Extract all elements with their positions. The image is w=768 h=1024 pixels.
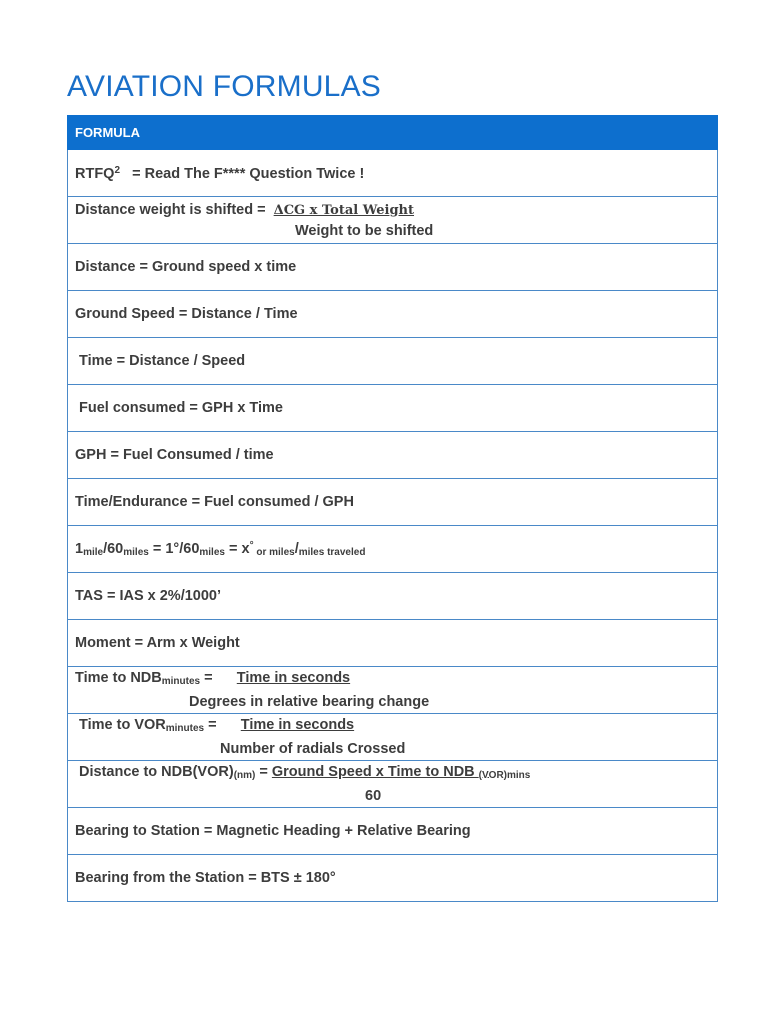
formula-table: [67, 115, 718, 902]
formula-text: =: [255, 764, 268, 780]
formula-endurance: Time/Endurance = Fuel consumed / GPH: [68, 479, 718, 526]
subscript: minutes: [165, 723, 205, 734]
formula-line-1: [75, 715, 710, 739]
formula-label: Time to VOR: [79, 717, 166, 733]
table-row: [68, 291, 718, 338]
table-row: [68, 855, 718, 902]
table-row: [68, 808, 718, 855]
subscript: miles: [123, 547, 149, 558]
table-row: [68, 573, 718, 620]
fraction-denominator: Weight to be shifted: [295, 222, 434, 239]
subscript: or miles: [253, 547, 295, 558]
table-row: [68, 479, 718, 526]
formula-distance-to-ndb: [68, 761, 718, 808]
table-row: [68, 667, 718, 714]
formula-line-1: [75, 762, 710, 786]
formula-one-in-sixty: [68, 526, 718, 573]
fraction-numerator: ΔCG x Total Weight: [273, 202, 415, 218]
superscript: °: [249, 540, 254, 551]
fraction-numerator: Time in seconds: [236, 670, 351, 686]
subscript: miles traveled: [298, 547, 366, 558]
table-row: [68, 385, 718, 432]
table-row: [68, 714, 718, 761]
table-row: [68, 620, 718, 667]
table-row: [68, 338, 718, 385]
formula-text: = Read The F**** Question Twice !: [132, 165, 365, 182]
formula-distance: Distance = Ground speed x time: [68, 244, 718, 291]
numerator-text: Ground Speed x Time to NDB: [271, 764, 479, 780]
formula-text: /: [294, 541, 299, 557]
fraction-numerator: Time in seconds: [240, 717, 355, 733]
fraction-denominator: 60: [365, 788, 382, 804]
formula-time: [68, 338, 718, 385]
formula-text: RTFQ: [75, 165, 115, 182]
subscript: mile: [83, 547, 104, 558]
subscript: (nm): [233, 770, 256, 781]
formula-text: =: [200, 670, 213, 686]
formula-fuel-consumed: [68, 385, 718, 432]
formula-bearing-to-station: Bearing to Station = Magnetic Heading + Relative Bearing: [68, 808, 718, 855]
formula-bearing-from-station: Bearing from the Station = BTS ± 180°: [68, 855, 718, 902]
formula-label: Time to NDB: [75, 670, 162, 686]
subscript: minutes: [161, 676, 201, 687]
formula-time-to-vor: [68, 714, 718, 761]
formula-weight-shift: [68, 197, 718, 244]
formula-line-2: [75, 739, 710, 759]
table-header-row: [68, 116, 718, 150]
formula-rtfq: [68, 150, 718, 197]
table-row: [68, 197, 718, 244]
formula-text: 1: [75, 541, 84, 557]
formula-time-to-ndb: [68, 667, 718, 714]
table-row: [68, 244, 718, 291]
formula-text: Fuel consumed = GPH x Time: [79, 400, 283, 416]
subscript: (VOR)mins: [478, 770, 531, 781]
table-row: [68, 526, 718, 573]
formula-text: /60: [103, 541, 124, 557]
fraction-numerator: [272, 764, 530, 780]
formula-line-2: [75, 786, 710, 806]
table-row: [68, 150, 718, 197]
table-row: [68, 432, 718, 479]
formula-line-2: [75, 692, 710, 712]
fraction-denominator: Number of radials Crossed: [220, 741, 406, 757]
formula-moment: Moment = Arm x Weight: [68, 620, 718, 667]
formula-ground-speed: Ground Speed = Distance / Time: [68, 291, 718, 338]
table-row: [68, 761, 718, 808]
formula-tas: TAS = IAS x 2%/1000’: [68, 573, 718, 620]
fraction-denominator: Degrees in relative bearing change: [189, 694, 430, 710]
superscript: 2: [114, 164, 121, 176]
formula-text: = 1°/60: [148, 541, 200, 557]
page-title: AVIATION FORMULAS: [67, 70, 381, 103]
formula-label: Distance weight is shifted =: [75, 201, 266, 218]
subscript: miles: [199, 547, 225, 558]
formula-text: = x: [224, 541, 250, 557]
column-header-formula: FORMULA: [68, 116, 718, 150]
formula-line-1: [75, 200, 710, 221]
formula-label: Distance to NDB(VOR): [79, 764, 234, 780]
formula-gph: GPH = Fuel Consumed / time: [68, 432, 718, 479]
formula-text: =: [204, 717, 217, 733]
formula-line-1: [75, 668, 710, 692]
formula-text: Time = Distance / Speed: [79, 353, 246, 369]
formula-line-2: [75, 221, 710, 241]
